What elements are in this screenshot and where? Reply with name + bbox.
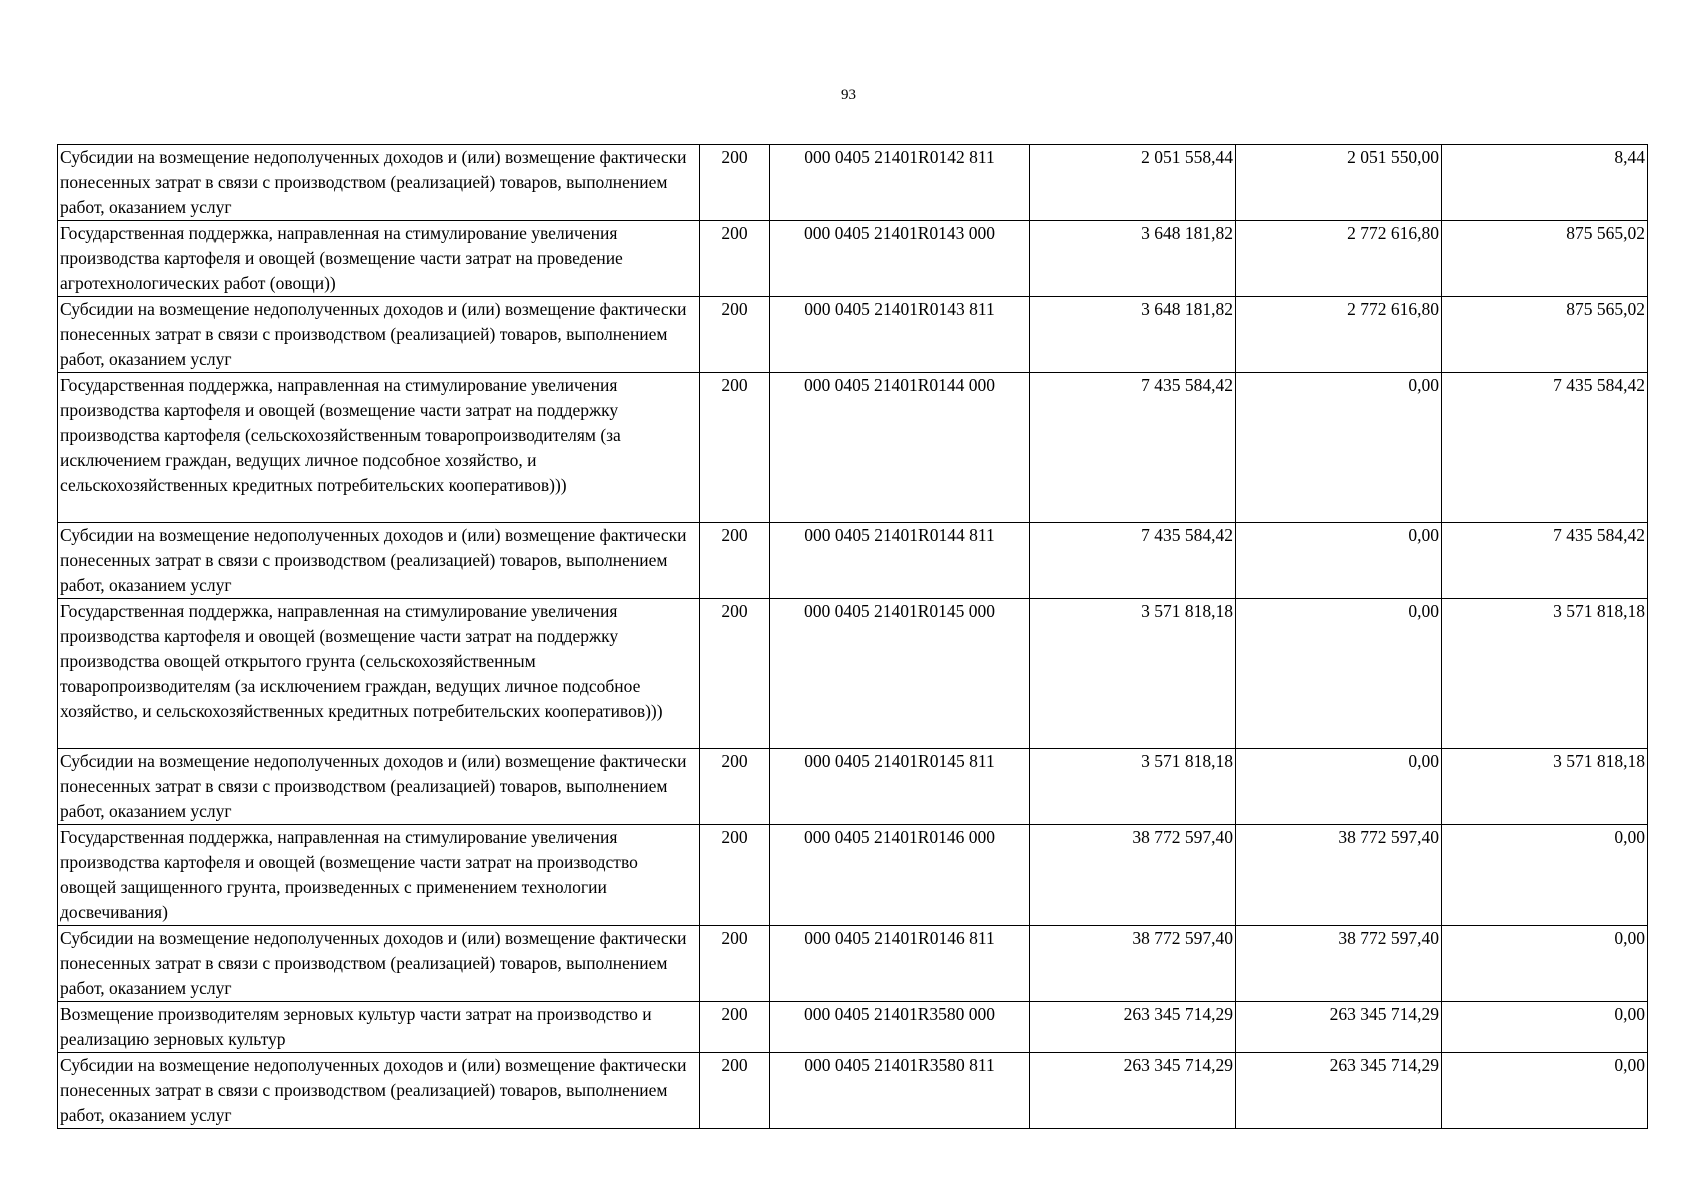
table-row xyxy=(58,523,1648,599)
row-approved-amount: 263 345 714,29 xyxy=(1030,1002,1236,1053)
row-name: Государственная поддержка, направленная на стимулирование увеличения производства картофеля и овощей (возмещение части затрат на поддержку производства картофеля (сельскохозяйственным товаропроизводителям (за исключением граждан, ведущих личное подсобное хозяйство, и сельскохозяйственных кредитных потребительских кооперативов))) xyxy=(58,373,700,523)
row-approved-amount: 38 772 597,40 xyxy=(1030,825,1236,926)
table-row xyxy=(58,599,1648,749)
row-approved-amount: 7 435 584,42 xyxy=(1030,523,1236,599)
row-classification-code: 000 0405 21401R0142 811 xyxy=(770,145,1030,221)
row-line-code: 200 xyxy=(700,926,770,1002)
row-unexecuted-amount: 3 571 818,18 xyxy=(1442,749,1648,825)
row-classification-code: 000 0405 21401R0146 811 xyxy=(770,926,1030,1002)
row-classification-code: 000 0405 21401R0144 000 xyxy=(770,373,1030,523)
row-approved-amount: 3 648 181,82 xyxy=(1030,297,1236,373)
row-classification-code: 000 0405 21401R3580 811 xyxy=(770,1053,1030,1129)
row-approved-amount: 7 435 584,42 xyxy=(1030,373,1236,523)
row-approved-amount: 263 345 714,29 xyxy=(1030,1053,1236,1129)
budget-table xyxy=(57,144,1648,1129)
row-line-code: 200 xyxy=(700,1053,770,1129)
table-row xyxy=(58,749,1648,825)
row-classification-code: 000 0405 21401R3580 000 xyxy=(770,1002,1030,1053)
row-executed-amount: 0,00 xyxy=(1236,373,1442,523)
row-name: Государственная поддержка, направленная на стимулирование увеличения производства картофеля и овощей (возмещение части затрат на поддержку производства овощей открытого грунта (сельскохозяйственным товаропроизводителям (за исключением граждан, ведущих личное подсобное хозяйство, и сельскохозяйственных кредитных потребительских кооперативов))) xyxy=(58,599,700,749)
row-executed-amount: 2 772 616,80 xyxy=(1236,221,1442,297)
row-executed-amount: 0,00 xyxy=(1236,599,1442,749)
table-row xyxy=(58,145,1648,221)
row-unexecuted-amount: 0,00 xyxy=(1442,926,1648,1002)
row-name: Субсидии на возмещение недополученных доходов и (или) возмещение фактически понесенных затрат в связи с производством (реализацией) товаров, выполнением работ, оказанием услуг xyxy=(58,523,700,599)
row-classification-code: 000 0405 21401R0145 000 xyxy=(770,599,1030,749)
row-line-code: 200 xyxy=(700,825,770,926)
row-executed-amount: 2 051 550,00 xyxy=(1236,145,1442,221)
row-name: Субсидии на возмещение недополученных доходов и (или) возмещение фактически понесенных затрат в связи с производством (реализацией) товаров, выполнением работ, оказанием услуг xyxy=(58,297,700,373)
row-unexecuted-amount: 8,44 xyxy=(1442,145,1648,221)
row-approved-amount: 3 571 818,18 xyxy=(1030,749,1236,825)
row-classification-code: 000 0405 21401R0146 000 xyxy=(770,825,1030,926)
table-row xyxy=(58,1002,1648,1053)
row-executed-amount: 38 772 597,40 xyxy=(1236,926,1442,1002)
row-executed-amount: 0,00 xyxy=(1236,523,1442,599)
row-unexecuted-amount: 0,00 xyxy=(1442,1002,1648,1053)
table-row xyxy=(58,1053,1648,1129)
row-executed-amount: 263 345 714,29 xyxy=(1236,1002,1442,1053)
row-executed-amount: 263 345 714,29 xyxy=(1236,1053,1442,1129)
row-approved-amount: 3 648 181,82 xyxy=(1030,221,1236,297)
row-classification-code: 000 0405 21401R0145 811 xyxy=(770,749,1030,825)
table-row xyxy=(58,221,1648,297)
row-executed-amount: 38 772 597,40 xyxy=(1236,825,1442,926)
row-classification-code: 000 0405 21401R0144 811 xyxy=(770,523,1030,599)
row-unexecuted-amount: 0,00 xyxy=(1442,825,1648,926)
row-classification-code: 000 0405 21401R0143 811 xyxy=(770,297,1030,373)
row-unexecuted-amount: 0,00 xyxy=(1442,1053,1648,1129)
table-row xyxy=(58,825,1648,926)
row-unexecuted-amount: 875 565,02 xyxy=(1442,221,1648,297)
row-line-code: 200 xyxy=(700,1002,770,1053)
row-unexecuted-amount: 3 571 818,18 xyxy=(1442,599,1648,749)
row-classification-code: 000 0405 21401R0143 000 xyxy=(770,221,1030,297)
budget-table-body xyxy=(58,145,1648,1129)
row-name: Субсидии на возмещение недополученных доходов и (или) возмещение фактически понесенных затрат в связи с производством (реализацией) товаров, выполнением работ, оказанием услуг xyxy=(58,145,700,221)
row-line-code: 200 xyxy=(700,145,770,221)
table-row xyxy=(58,926,1648,1002)
table-row xyxy=(58,373,1648,523)
row-line-code: 200 xyxy=(700,749,770,825)
row-line-code: 200 xyxy=(700,523,770,599)
row-approved-amount: 38 772 597,40 xyxy=(1030,926,1236,1002)
row-approved-amount: 3 571 818,18 xyxy=(1030,599,1236,749)
row-unexecuted-amount: 7 435 584,42 xyxy=(1442,523,1648,599)
row-name: Возмещение производителям зерновых культур части затрат на производство и реализацию зерновых культур xyxy=(58,1002,700,1053)
row-executed-amount: 2 772 616,80 xyxy=(1236,297,1442,373)
row-line-code: 200 xyxy=(700,599,770,749)
row-line-code: 200 xyxy=(700,373,770,523)
page-number: 93 xyxy=(841,87,856,103)
row-approved-amount: 2 051 558,44 xyxy=(1030,145,1236,221)
row-unexecuted-amount: 7 435 584,42 xyxy=(1442,373,1648,523)
row-name: Государственная поддержка, направленная на стимулирование увеличения производства картофеля и овощей (возмещение части затрат на производство овощей защищенного грунта, произведенных с применением технологии досвечивания) xyxy=(58,825,700,926)
row-name: Государственная поддержка, направленная на стимулирование увеличения производства картофеля и овощей (возмещение части затрат на проведение агротехнологических работ (овощи)) xyxy=(58,221,700,297)
row-line-code: 200 xyxy=(700,297,770,373)
row-name: Субсидии на возмещение недополученных доходов и (или) возмещение фактически понесенных затрат в связи с производством (реализацией) товаров, выполнением работ, оказанием услуг xyxy=(58,1053,700,1129)
row-executed-amount: 0,00 xyxy=(1236,749,1442,825)
row-unexecuted-amount: 875 565,02 xyxy=(1442,297,1648,373)
table-row xyxy=(58,297,1648,373)
row-line-code: 200 xyxy=(700,221,770,297)
row-name: Субсидии на возмещение недополученных доходов и (или) возмещение фактически понесенных затрат в связи с производством (реализацией) товаров, выполнением работ, оказанием услуг xyxy=(58,749,700,825)
row-name: Субсидии на возмещение недополученных доходов и (или) возмещение фактически понесенных затрат в связи с производством (реализацией) товаров, выполнением работ, оказанием услуг xyxy=(58,926,700,1002)
